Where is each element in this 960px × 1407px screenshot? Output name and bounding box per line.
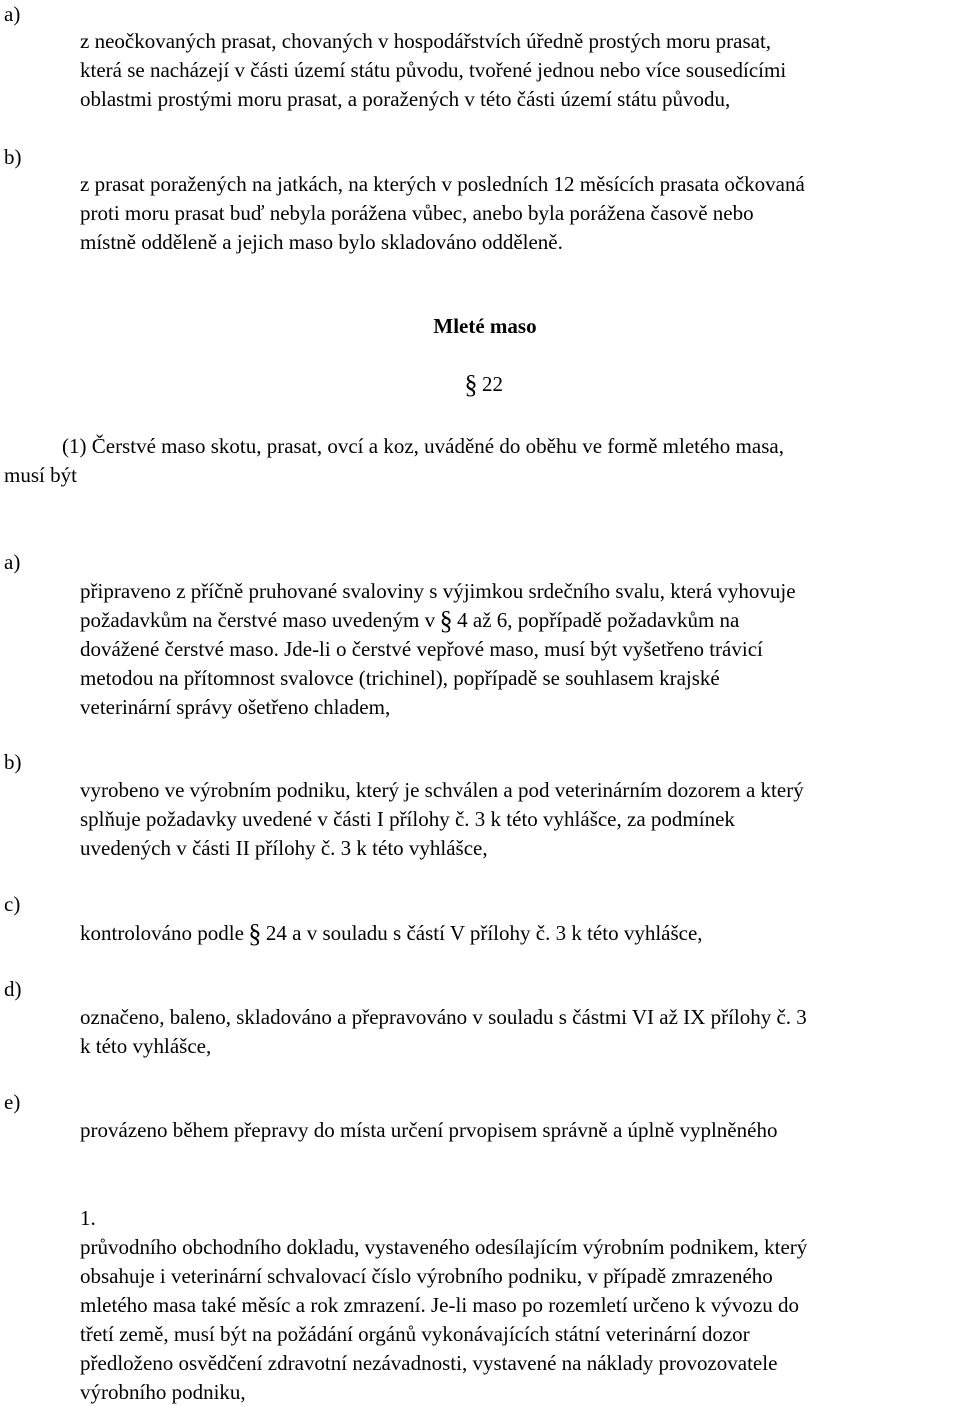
item-label-a-top: a) <box>4 2 21 26</box>
sub-item-number: 1. <box>80 1206 96 1230</box>
item-label-c: c) <box>4 892 21 916</box>
item-label-a: a) <box>4 550 21 574</box>
intro-line-2: musí být <box>4 463 77 487</box>
intro-line-1: (1) Čerstvé maso skotu, prasat, ovcí a koz, uváděné do oběhu ve formě mletého masa, <box>62 434 784 458</box>
section-number <box>460 370 503 399</box>
sub-item-line-6: výrobního podniku, <box>80 1380 246 1404</box>
item-a-top-line-3: oblastmi prostými moru prasat, a poražených v této části území státu původu, <box>80 87 731 111</box>
sub-item-line-5: předloženo osvědčení zdravotní nezávadnosti, vystavené na náklady provozovatele <box>80 1351 778 1375</box>
item-b-top-line-3: místně odděleně a jejich maso bylo skladováno odděleně. <box>80 230 563 254</box>
item-b-top-line-1: z prasat poražených na jatkách, na kterých v posledních 12 měsících prasata očkovaná <box>80 172 805 196</box>
item-a-top-line-1: z neočkovaných prasat, chovaných v hospodářstvích úředně prostých moru prasat, <box>80 29 772 53</box>
item-a-line-4: metodou na přítomnost svalovce (trichinel), popřípadě se souhlasem krajské <box>80 666 720 690</box>
item-c-line-1-text: kontrolováno podle <box>80 921 244 945</box>
item-a-line-2-after: 4 až 6, popřípadě požadavkům na <box>457 608 740 632</box>
section-number-value: 22 <box>482 372 503 396</box>
item-a-top-line-2: která se nacházejí v části území státu původu, tvořené jednou nebo více sousedícími <box>80 58 787 82</box>
item-a-line-2-text: požadavkům na čerstvé maso uvedeným v <box>80 608 436 632</box>
item-e-line-1: provázeno během přepravy do místa určení prvopisem správně a úplně vyplněného <box>80 1118 778 1142</box>
item-d-line-1: označeno, baleno, skladováno a přepravováno v souladu s částmi VI až IX přílohy č. 3 <box>80 1005 807 1029</box>
item-b-line-1: vyrobeno ve výrobním podniku, který je schválen a pod veterinárním dozorem a který <box>80 778 804 802</box>
item-label-b-top: b) <box>4 145 22 169</box>
item-label-b: b) <box>4 750 22 774</box>
section-heading: Mleté maso <box>433 314 537 338</box>
sub-item-line-3: mletého masa také měsíc a rok zmrazení. Je-li maso po rozemletí určeno k vývozu do <box>80 1293 799 1317</box>
section-symbol: § <box>464 370 478 399</box>
sub-item-line-2: obsahuje i veterinární schvalovací číslo výrobního podniku, v případě zmrazeného <box>80 1264 773 1288</box>
item-a-section-symbol: § <box>439 606 453 635</box>
item-a-line-2 <box>80 606 739 635</box>
item-a-line-1: připraveno z příčně pruhované svaloviny s výjimkou srdečního svalu, která vyhovuje <box>80 579 796 603</box>
item-a-line-5: veterinární správy ošetřeno chladem, <box>80 695 391 719</box>
item-c-line-1-after: 24 a v souladu s částí V přílohy č. 3 k této vyhlášce, <box>265 921 703 945</box>
item-c-section-symbol: § <box>248 919 262 948</box>
sub-item-line-1: průvodního obchodního dokladu, vystaveného odesílajícím výrobním podnikem, který <box>80 1235 808 1259</box>
item-label-d: d) <box>4 977 22 1001</box>
item-b-top-line-2: proti moru prasat buď nebyla porážena vůbec, anebo byla porážena časově nebo <box>80 201 754 225</box>
item-a-line-3: dovážené čerstvé maso. Jde-li o čerstvé vepřové maso, musí být vyšetřeno trávicí <box>80 637 763 661</box>
item-b-line-3: uvedených v části II přílohy č. 3 k této vyhlášce, <box>80 836 488 860</box>
item-label-e: e) <box>4 1090 21 1114</box>
item-c-line-1 <box>80 919 703 948</box>
sub-item-line-4: třetí země, musí být na požádání orgánů vykonávajících státní veterinární dozor <box>80 1322 750 1346</box>
item-b-line-2: splňuje požadavky uvedené v části I přílohy č. 3 k této vyhlášce, za podmínek <box>80 807 735 831</box>
item-d-line-2: k této vyhlášce, <box>80 1034 212 1058</box>
